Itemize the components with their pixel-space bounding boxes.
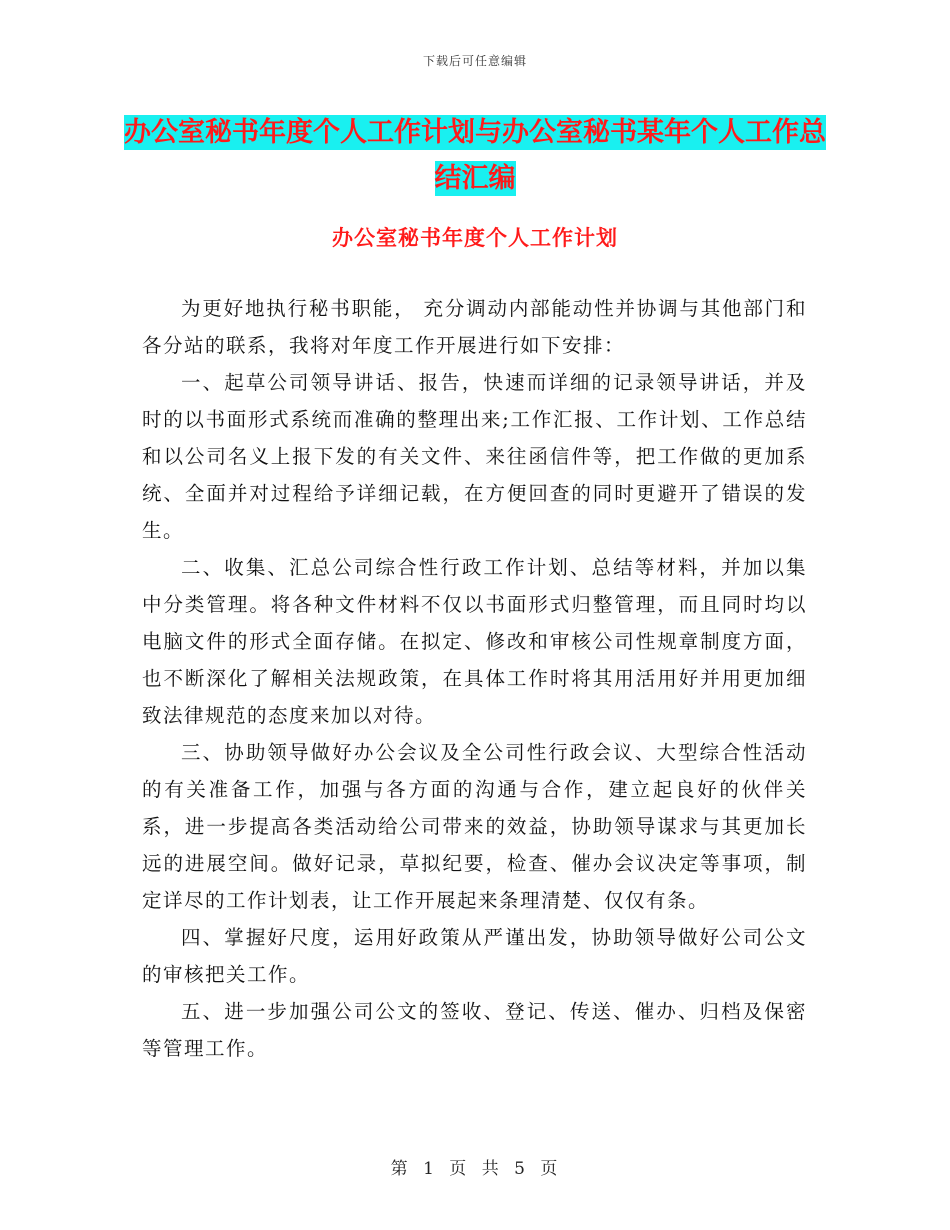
document-title-text: 办公室秘书年度个人工作计划与办公室秘书某年个人工作总结汇编 xyxy=(124,117,826,194)
paragraph-item-4: 四、掌握好尺度，运用好政策从严谨出发，协助领导做好公司公文的审核把关工作。 xyxy=(142,926,807,986)
paragraph-item-3: 三、协助领导做好办公会议及全公司性行政会议、大型综合性活动的有关准备工作，加强与各方面的沟通与合作，建立起良好的伙伴关系，进一步提高各类活动给公司带来的效益，协助领导谋求与其更加长远的进展空间。做好记录，草拟纪要，检查、催办会议决定等事项，制定详尽的工作计划表，让工作开展起来条理清楚、仅仅有条。 xyxy=(142,741,807,912)
document-title xyxy=(120,110,830,202)
paragraph-intro: 为更好地执行秘书职能， 充分调动内部能动性并协调与其他部门和各分站的联系，我将对年度工作开展进行如下安排： xyxy=(142,297,807,357)
page-footer: 第 1 页 共 5 页 xyxy=(390,1159,560,1179)
paragraph-item-5: 五、进一步加强公司公文的签收、登记、传送、催办、归档及保密等管理工作。 xyxy=(142,1000,807,1060)
header-note: 下载后可任意编辑 xyxy=(422,54,527,68)
paragraph-item-2: 二、收集、汇总公司综合性行政工作计划、总结等材料，并加以集中分类管理。将各种文件材料不仅以书面形式归整管理，而且同时均以电脑文件的形式全面存储。在拟定、修改和审核公司性规章制度方面，也不断深化了解相关法规政策，在具体工作时将其用活用好并用更加细致法律规范的态度来加以对待。 xyxy=(142,556,807,727)
section-title: 办公室秘书年度个人工作计划 xyxy=(332,226,618,250)
paragraph-item-1: 一、起草公司领导讲话、报告，快速而详细的记录领导讲话，并及时的以书面形式系统而准确的整理出来;工作汇报、工作计划、工作总结和以公司名义上报下发的有关文件、来往函信件等，把工作做的更加系统、全面并对过程给予详细记载，在方便回查的同时更避开了错误的发生。 xyxy=(142,371,807,542)
document-body xyxy=(142,290,807,1067)
